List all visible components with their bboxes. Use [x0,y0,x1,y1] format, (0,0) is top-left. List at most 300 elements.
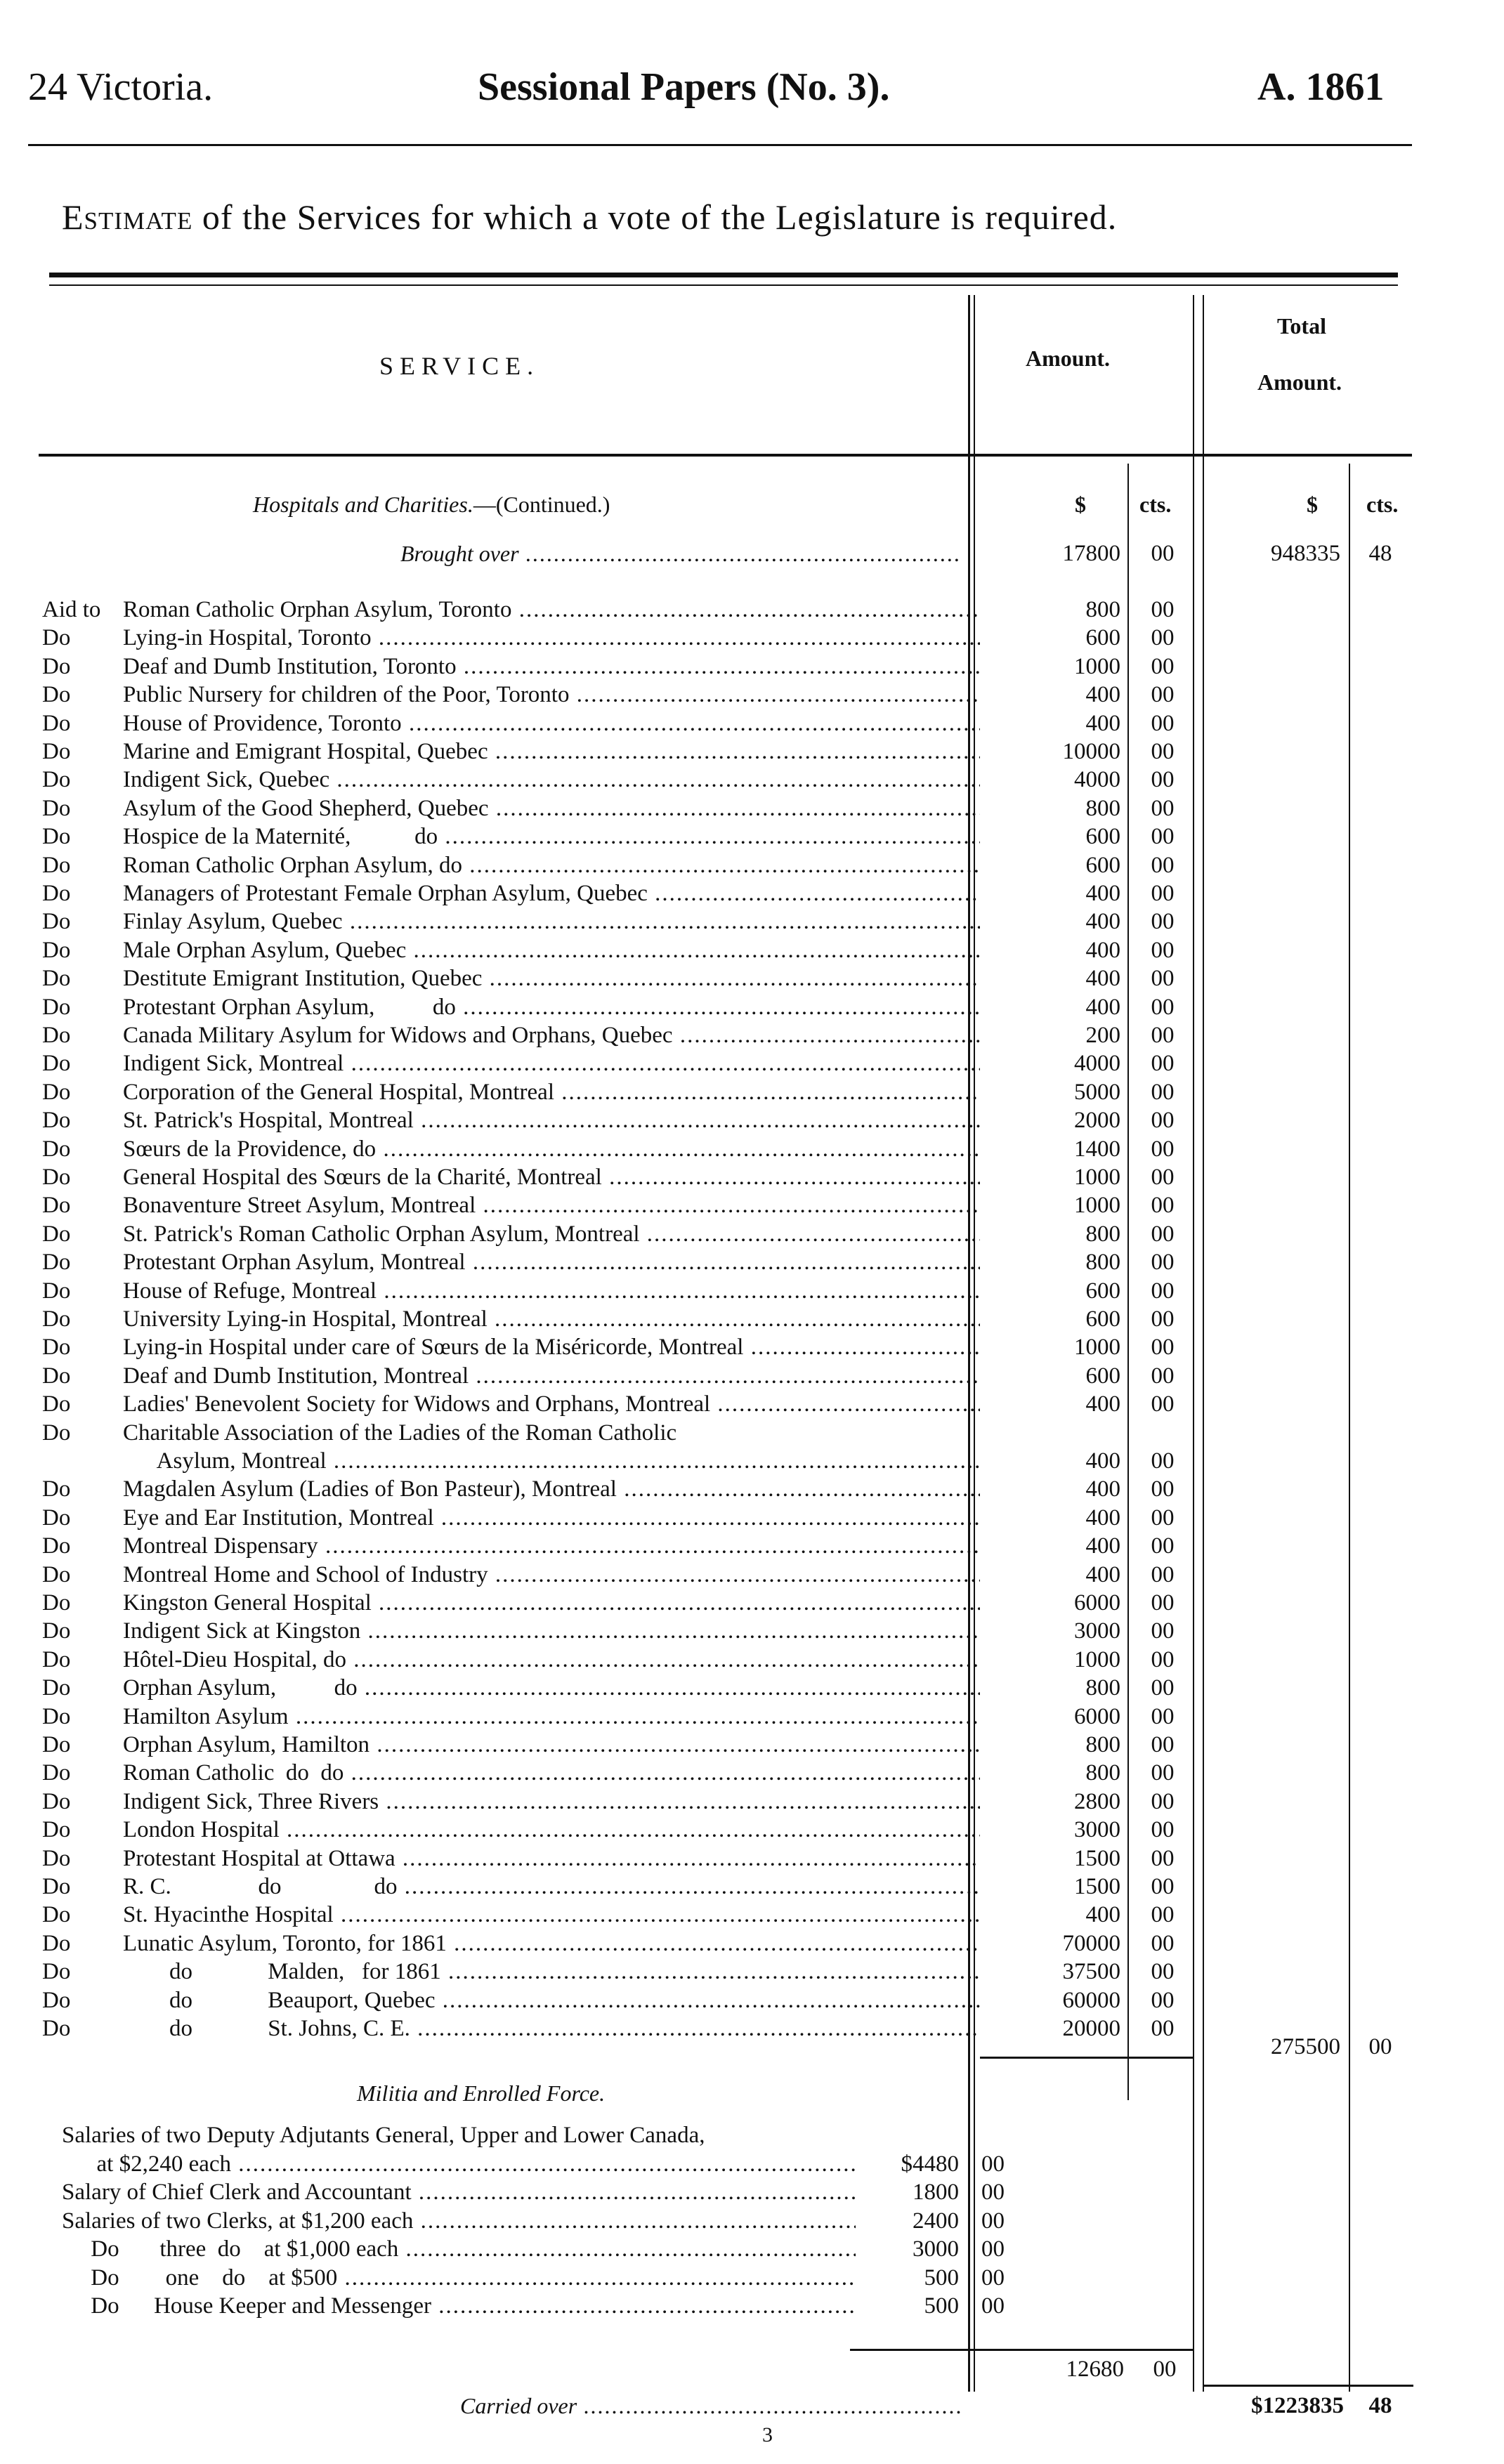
row-amount: 400 [1085,1448,1120,1474]
table-row [0,1901,1504,1929]
carried-over-label: Carried over ..... [460,2392,962,2420]
row-amount: 6000 [1074,1590,1120,1616]
row-amount: 1500 [1074,1874,1120,1899]
table-row [0,1929,1504,1958]
table-row [0,596,1504,624]
table-row [0,1135,1504,1163]
row-amount: 1000 [1074,1335,1120,1361]
row-prefix: Aid to [42,597,101,622]
row-prefix: Do [42,1845,71,1871]
row-cents: 00 [1151,1165,1175,1190]
row-description: R. C. do do ..... [123,1873,980,1901]
row-cents: 00 [1151,1391,1175,1417]
table-row [0,653,1504,681]
militia-dollars: 1800 [913,2180,959,2205]
row-prefix: Do [42,682,71,708]
row-cents: 00 [1151,1363,1175,1389]
militia-row [0,2292,1504,2320]
row-description: Destitute Emigrant Institution, Quebec ..... [123,964,980,992]
row-amount: 5000 [1074,1079,1120,1105]
militia-row [0,2178,1504,2206]
row-amount: 4000 [1074,1051,1120,1077]
hospitals-subtotal-cts: 00 [1368,2034,1392,2059]
row-amount: 6000 [1074,1703,1120,1729]
row-amount: 400 [1085,1561,1120,1587]
carried-over-total-cts: 48 [1368,2393,1392,2418]
row-description: Marine and Emigrant Hospital, Quebec ..... [123,738,980,766]
militia-cents: 00 [981,2180,1005,2205]
row-prefix: Do [42,1590,71,1616]
row-cents: 00 [1151,1448,1175,1474]
row-amount: 3000 [1074,1618,1120,1644]
row-description: Male Orphan Asylum, Quebec ..... [123,936,980,964]
row-description: Asylum, Montreal ..... [123,1447,980,1475]
hospitals-heading [253,492,610,518]
carried-over-row [0,2392,1504,2420]
row-cents: 00 [1151,767,1175,793]
row-amount: 600 [1085,1278,1120,1304]
row-cents: 00 [1151,1987,1175,2013]
row-amount: 4000 [1074,767,1120,793]
header-rule [28,144,1412,146]
row-amount: 600 [1085,1306,1120,1332]
row-cents: 00 [1151,710,1175,736]
table-row [0,1277,1504,1305]
row-prefix: Do [42,739,71,764]
row-amount: 400 [1085,966,1120,992]
row-prefix: Do [42,1051,71,1077]
militia-cents: 00 [981,2151,1005,2177]
table-row [0,681,1504,709]
row-prefix: Do [42,1646,71,1672]
row-cents: 00 [1151,1108,1175,1134]
table-row [0,1475,1504,1503]
row-amount: 400 [1085,682,1120,708]
row-cents: 00 [1151,1675,1175,1701]
row-description: Canada Military Asylum for Widows and Orphans, Quebec ..... [123,1021,980,1049]
column-head-rule [39,454,1412,457]
row-description: Kingston General Hospital ..... [123,1589,980,1617]
row-cents: 00 [1151,824,1175,850]
militia-description: Salary of Chief Clerk and Accountant ..... [62,2178,856,2206]
carried-over-rule [1203,2385,1413,2387]
row-description: St. Patrick's Hospital, Montreal ..... [123,1106,980,1134]
row-cents: 00 [1151,909,1175,935]
row-prefix: Do [42,1788,71,1814]
row-prefix: Do [42,1079,71,1105]
row-cents: 00 [1151,1874,1175,1899]
title-rule-thick [49,273,1398,277]
row-description: Orphan Asylum, Hamilton ..... [123,1731,980,1759]
row-description: Asylum of the Good Shepherd, Quebec ..... [123,794,980,823]
row-cents: 00 [1151,937,1175,963]
brought-over-row [0,539,1504,568]
row-description: Eye and Ear Institution, Montreal ..... [123,1504,980,1532]
row-description: Protestant Hospital at Ottawa ..... [123,1844,980,1873]
row-amount: 37500 [1062,1959,1120,1985]
table-row [0,1561,1504,1589]
table-row [0,1362,1504,1390]
row-amount: 800 [1085,795,1120,821]
militia-row [0,2150,1504,2178]
table-row [0,1589,1504,1617]
brought-over-amount: 17800 [1062,541,1120,566]
table-row [0,964,1504,992]
row-prefix: Do [42,1505,71,1531]
row-description: Managers of Protestant Female Orphan Asylum, Quebec ..... [123,879,980,907]
total-dollar-head: $ [1307,492,1318,517]
row-prefix: Do [42,966,71,992]
brought-over-total-cts: 48 [1368,541,1392,566]
row-amount: 3000 [1074,1817,1120,1843]
militia-total-rule [980,2349,1194,2351]
row-amount: 200 [1085,1023,1120,1048]
table-row [0,879,1504,907]
row-amount: 1500 [1074,1845,1120,1871]
row-prefix: Do [42,767,71,793]
table-row [0,1419,1504,1447]
row-prefix: Do [42,909,71,935]
militia-cents: 00 [981,2293,1005,2319]
row-cents: 00 [1151,1476,1175,1502]
row-cents: 00 [1151,1136,1175,1162]
row-cents: 00 [1151,1902,1175,1928]
row-amount: 800 [1085,1732,1120,1757]
table-row [0,1447,1504,1475]
row-description: Finlay Asylum, Quebec ..... [123,907,980,936]
row-description: University Lying-in Hospital, Montreal ..... [123,1305,980,1333]
row-description: Ladies' Benevolent Society for Widows and Orphans, Montreal ..... [123,1390,980,1418]
row-prefix: Do [42,937,71,963]
table-row [0,766,1504,794]
row-amount: 800 [1085,1760,1120,1786]
table-row [0,1986,1504,2014]
row-amount: 2800 [1074,1788,1120,1814]
table-row [0,1674,1504,1702]
row-prefix: Do [42,2016,71,2041]
row-amount: 1000 [1074,653,1120,679]
row-description: Hamilton Asylum ..... [123,1703,980,1731]
row-amount: 600 [1085,625,1120,651]
row-amount: 400 [1085,1533,1120,1559]
row-prefix: Do [42,1618,71,1644]
row-amount: 60000 [1062,1987,1120,2013]
row-cents: 00 [1151,966,1175,992]
carried-over-total: $1223835 [1251,2393,1344,2418]
column-total-line2: Amount. [1257,369,1342,395]
row-cents: 00 [1151,852,1175,878]
militia-row [0,2207,1504,2235]
row-description: House of Refuge, Montreal ..... [123,1277,980,1305]
table-row [0,1504,1504,1532]
militia-row [0,2235,1504,2263]
table-row [0,738,1504,766]
row-amount: 1000 [1074,1193,1120,1219]
header-sessional-papers: Sessional Papers (No. 3). [478,65,890,109]
row-description: Public Nursery for children of the Poor, Toronto ..... [123,681,980,709]
row-cents: 00 [1151,1051,1175,1077]
amount-dollar-head: $ [1075,492,1086,517]
table-row [0,1248,1504,1276]
table-row [0,1646,1504,1674]
table-row [0,1191,1504,1219]
militia-description: Salaries of two Deputy Adjutants General, Upper and Lower Canada, [62,2123,705,2148]
row-prefix: Do [42,1959,71,1985]
row-amount: 400 [1085,1902,1120,1928]
row-prefix: Do [42,1023,71,1048]
row-description: Lunatic Asylum, Toronto, for 1861 ..... [123,1929,980,1958]
row-description: Hospice de la Maternité, do ..... [123,823,980,851]
row-prefix: Do [42,1193,71,1219]
row-prefix: Do [42,824,71,850]
table-row [0,1021,1504,1049]
militia-dollars: $4480 [901,2151,959,2177]
row-amount: 10000 [1062,739,1120,764]
row-description: do Beauport, Quebec ..... [123,1986,980,2014]
column-service: SERVICE. [379,352,540,380]
amount-cts-head: cts. [1139,492,1172,517]
row-amount: 70000 [1062,1930,1120,1956]
row-cents: 00 [1151,1306,1175,1332]
row-prefix: Do [42,1675,71,1701]
row-prefix: Do [42,1533,71,1559]
table-row [0,1788,1504,1816]
row-prefix: Do [42,1930,71,1956]
row-amount: 400 [1085,909,1120,935]
row-description: Roman Catholic Orphan Asylum, Toronto ..... [123,596,980,624]
row-description: House of Providence, Toronto ..... [123,709,980,738]
row-cents: 00 [1151,1732,1175,1757]
table-row [0,823,1504,851]
row-description: Orphan Asylum, do ..... [123,1674,980,1702]
row-prefix: Do [42,1221,71,1247]
total-cts-head: cts. [1366,492,1399,517]
row-amount: 600 [1085,1363,1120,1389]
row-description: Hôtel-Dieu Hospital, do ..... [123,1646,980,1674]
row-description: Montreal Home and School of Industry ..... [123,1561,980,1589]
table-row [0,1759,1504,1787]
table-row [0,1163,1504,1191]
hospitals-heading-text: Hospitals and Charities. [253,492,473,517]
row-cents: 00 [1151,682,1175,708]
hospitals-subtotal: 275500 [1271,2034,1340,2059]
row-cents: 00 [1151,1533,1175,1559]
row-prefix: Do [42,710,71,736]
row-prefix: Do [42,1732,71,1757]
row-cents: 00 [1151,1590,1175,1616]
row-prefix: Do [42,795,71,821]
row-amount: 20000 [1062,2016,1120,2041]
row-cents: 00 [1151,1193,1175,1219]
row-cents: 00 [1151,1505,1175,1531]
page-title [62,197,1117,237]
row-description: St. Patrick's Roman Catholic Orphan Asylum, Montreal ..... [123,1220,980,1248]
row-prefix: Do [42,1817,71,1843]
row-amount: 600 [1085,852,1120,878]
row-prefix: Do [42,1391,71,1417]
row-amount: 400 [1085,881,1120,906]
militia-heading: Militia and Enrolled Force. [357,2080,606,2106]
table-row [0,1617,1504,1645]
row-amount: 400 [1085,937,1120,963]
page-number: 3 [762,2423,773,2446]
row-cents: 00 [1151,795,1175,821]
row-cents: 00 [1151,994,1175,1020]
row-cents: 00 [1151,1250,1175,1276]
row-amount: 800 [1085,1250,1120,1276]
row-amount: 1400 [1074,1136,1120,1162]
row-amount: 2000 [1074,1108,1120,1134]
row-description: Roman Catholic Orphan Asylum, do ..... [123,851,980,879]
hospitals-heading-suffix: —(Continued.) [473,492,610,517]
row-description: Bonaventure Street Asylum, Montreal ..... [123,1191,980,1219]
militia-description: Do three do at $1,000 each ..... [62,2235,856,2263]
row-cents: 00 [1151,1760,1175,1786]
row-prefix: Do [42,1363,71,1389]
table-row [0,907,1504,936]
row-amount: 600 [1085,824,1120,850]
row-prefix: Do [42,1902,71,1928]
hospitals-subtotal-rule [980,2057,1194,2059]
row-prefix: Do [42,1278,71,1304]
row-prefix: Do [42,1987,71,2013]
militia-description: Do one do at $500 ..... [62,2264,856,2292]
table-row [0,1731,1504,1759]
title-lead: Estimate [62,197,193,237]
row-description: General Hospital des Sœurs de la Charité, Montreal ..... [123,1163,980,1191]
row-amount: 400 [1085,1391,1120,1417]
row-description: Magdalen Asylum (Ladies of Bon Pasteur), Montreal ..... [123,1475,980,1503]
row-cents: 00 [1151,1788,1175,1814]
militia-dollars: 500 [924,2265,959,2291]
militia-cents: 00 [981,2236,1005,2262]
row-prefix: Do [42,1165,71,1190]
table-row [0,1532,1504,1560]
row-prefix: Do [42,1476,71,1502]
table-row [0,624,1504,652]
row-cents: 00 [1151,653,1175,679]
table-row [0,709,1504,738]
row-cents: 00 [1151,1703,1175,1729]
table-row [0,1333,1504,1361]
row-amount: 1000 [1074,1646,1120,1672]
table-row [0,851,1504,879]
row-cents: 00 [1151,597,1175,622]
row-prefix: Do [42,1108,71,1134]
row-amount: 800 [1085,1675,1120,1701]
row-description: London Hospital ..... [123,1816,980,1844]
row-prefix: Do [42,1250,71,1276]
row-prefix: Do [42,1561,71,1587]
brought-over-cts: 00 [1151,541,1175,566]
row-cents: 00 [1151,1561,1175,1587]
table-row [0,794,1504,823]
row-cents: 00 [1151,1959,1175,1985]
table-row [0,1703,1504,1731]
row-cents: 00 [1151,1079,1175,1105]
row-amount: 400 [1085,710,1120,736]
row-description: Protestant Orphan Asylum, Montreal ..... [123,1248,980,1276]
row-description: do Malden, for 1861 ..... [123,1958,980,1986]
row-description: Sœurs de la Providence, do ..... [123,1135,980,1163]
row-description: Lying-in Hospital under care of Sœurs de la Miséricorde, Montreal ..... [123,1333,980,1361]
row-prefix: Do [42,1420,71,1446]
row-prefix: Do [42,1306,71,1332]
row-cents: 00 [1151,2016,1175,2041]
row-cents: 00 [1151,1618,1175,1644]
row-amount: 800 [1085,1221,1120,1247]
row-description: Indigent Sick, Montreal ..... [123,1049,980,1077]
header-volume: 24 Victoria. [28,65,214,109]
row-prefix: Do [42,1874,71,1899]
row-prefix: Do [42,1335,71,1361]
row-prefix: Do [42,1703,71,1729]
table-row [0,936,1504,964]
table-row [0,1078,1504,1106]
militia-dollars: 500 [924,2293,959,2319]
table-row [0,1844,1504,1873]
row-prefix: Do [42,994,71,1020]
row-description: Indigent Sick at Kingston ..... [123,1617,980,1645]
militia-amount-cts: 00 [1153,2357,1177,2382]
title-rule-thin [49,284,1398,286]
row-cents: 00 [1151,625,1175,651]
row-description: St. Hyacinthe Hospital ..... [123,1901,980,1929]
table-row [0,1220,1504,1248]
row-amount: 400 [1085,1505,1120,1531]
table-row [0,1106,1504,1134]
militia-description: at $2,240 each ..... [62,2150,856,2178]
table-row [0,1958,1504,1986]
row-description: Lying-in Hospital, Toronto ..... [123,624,980,652]
row-cents: 00 [1151,1930,1175,1956]
row-prefix: Do [42,881,71,906]
table-row [0,1049,1504,1077]
row-cents: 00 [1151,1278,1175,1304]
row-amount: 400 [1085,1476,1120,1502]
row-cents: 00 [1151,1646,1175,1672]
column-total-line1: Total [1277,313,1326,339]
table-row [0,1816,1504,1844]
row-description: Deaf and Dumb Institution, Montreal ..... [123,1362,980,1390]
row-description: Deaf and Dumb Institution, Toronto ..... [123,653,980,681]
table-row [0,993,1504,1021]
militia-cents: 00 [981,2265,1005,2291]
column-amount: Amount. [1026,346,1111,371]
militia-cents: 00 [981,2208,1005,2234]
row-description: Protestant Orphan Asylum, do ..... [123,993,980,1021]
militia-description: Salaries of two Clerks, at $1,200 each ..... [62,2207,856,2235]
row-cents: 00 [1151,881,1175,906]
title-rest: of the Services for which a vote of the Legislature is required. [202,197,1118,237]
row-cents: 00 [1151,1335,1175,1361]
militia-amount: 12680 [1066,2357,1124,2382]
militia-row [0,2121,1504,2149]
row-amount: 400 [1085,994,1120,1020]
row-amount: 800 [1085,597,1120,622]
row-cents: 00 [1151,1221,1175,1247]
row-cents: 00 [1151,1817,1175,1843]
row-description: Charitable Association of the Ladies of the Roman Catholic [123,1420,677,1446]
table-row [0,1390,1504,1418]
row-cents: 00 [1151,739,1175,764]
militia-description: Do House Keeper and Messenger ..... [62,2292,856,2320]
brought-over-label: Brought over ..... [400,539,962,568]
row-amount: 1000 [1074,1165,1120,1190]
row-description: Indigent Sick, Quebec ..... [123,766,980,794]
militia-dollars: 3000 [913,2236,959,2262]
row-prefix: Do [42,653,71,679]
